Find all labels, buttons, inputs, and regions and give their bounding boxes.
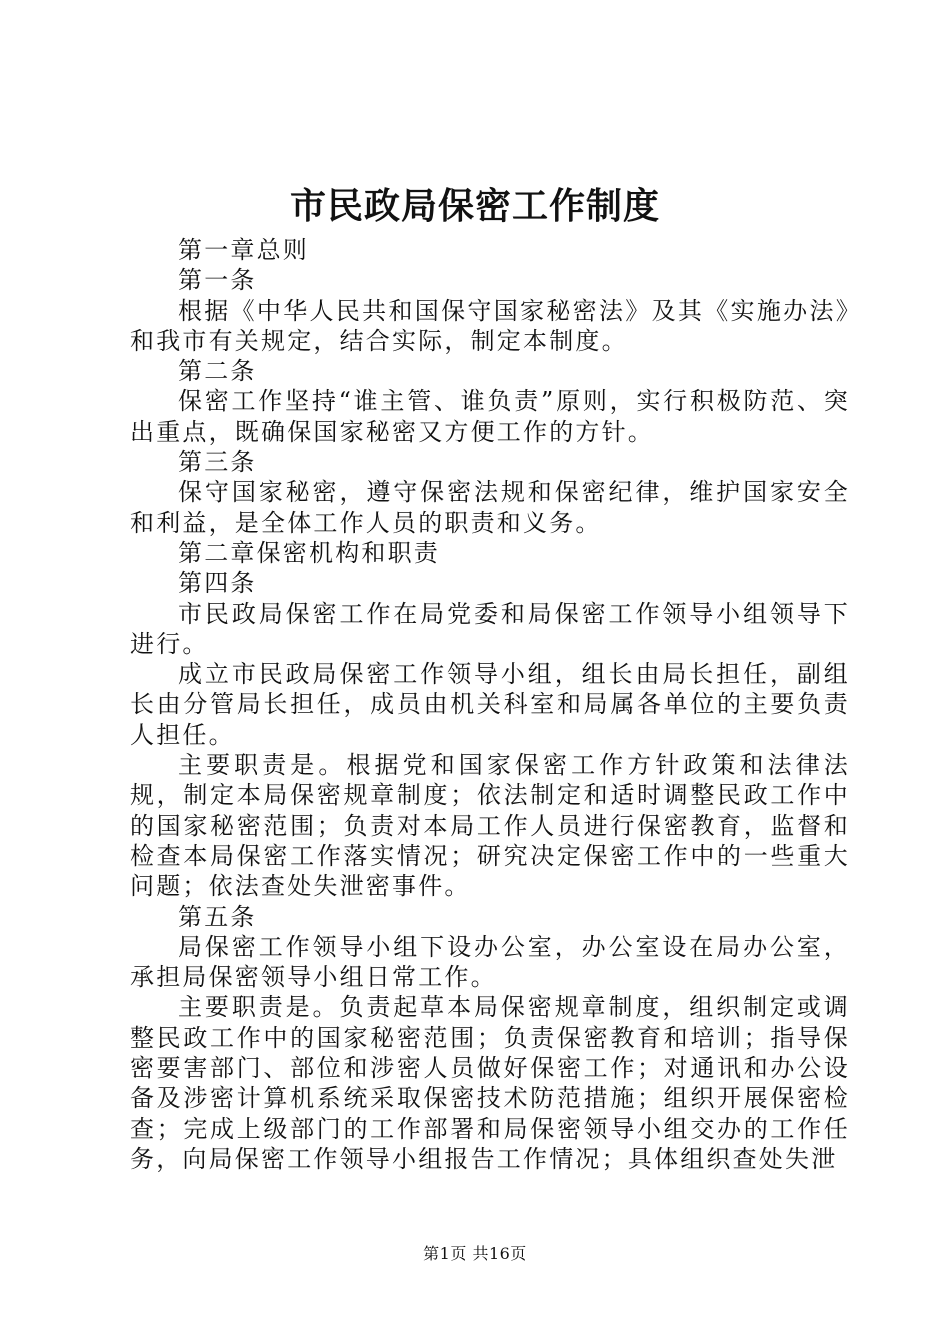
article-heading: 第三条 (178, 448, 257, 477)
article-heading: 第五条 (178, 902, 257, 931)
document-title: 市民政局保密工作制度 (289, 186, 660, 227)
article-heading: 第二条 (178, 357, 257, 386)
paragraph: 市民政局保密工作在局党委和局保密工作领导小组领导下进行。 (130, 599, 850, 658)
chapter-heading: 第一章总则 (178, 236, 309, 264)
paragraph: 保守国家秘密，遵守保密法规和保密纪律，维护国家安全和利益，是全体工作人员的职责和义务。 (130, 478, 850, 537)
article-heading: 第四条 (178, 569, 257, 598)
paragraph: 主要职责是。负责起草本局保密规章制度，组织制定或调整民政工作中的国家秘密范围；负责保密教育和培训；指导保密要害部门、部位和涉密人员做好保密工作；对通讯和办公设备及涉密计算机系统采取保密技术防范措施；组织开展保密检查；完成上级部门的工作部署和局保密领导小组交办的工作任务，向局保密工作领导小组报告工作情况；具体组织查处失泄 (130, 993, 850, 1173)
paragraph: 保密工作坚持“谁主管、谁负责”原则，实行积极防范、突出重点，既确保国家秘密又方便工作的方针。 (130, 387, 850, 446)
chapter-heading: 第二章保密机构和职责 (178, 538, 440, 567)
paragraph: 局保密工作领导小组下设办公室，办公室设在局办公室，承担局保密领导小组日常工作。 (130, 932, 850, 992)
article-heading: 第一条 (178, 266, 257, 295)
paragraph: 成立市民政局保密工作领导小组，组长由局长担任，副组长由分管局长担任，成员由机关科室和局属各单位的主要负责人担任。 (130, 660, 850, 749)
page-footer: 第1页 共16页 (423, 1244, 527, 1263)
document-body (130, 235, 850, 1174)
paragraph: 根据《中华人民共和国保守国家秘密法》及其《实施办法》和我市有关规定，结合实际，制定本制度。 (130, 296, 850, 355)
paragraph: 主要职责是。根据党和国家保密工作方针政策和法律法规，制定本局保密规章制度；依法制定和适时调整民政工作中的国家秘密范围；负责对本局工作人员进行保密教育，监督和检查本局保密工作落实情况；研究决定保密工作中的一些重大问题；依法查处失泄密事件。 (130, 751, 850, 901)
